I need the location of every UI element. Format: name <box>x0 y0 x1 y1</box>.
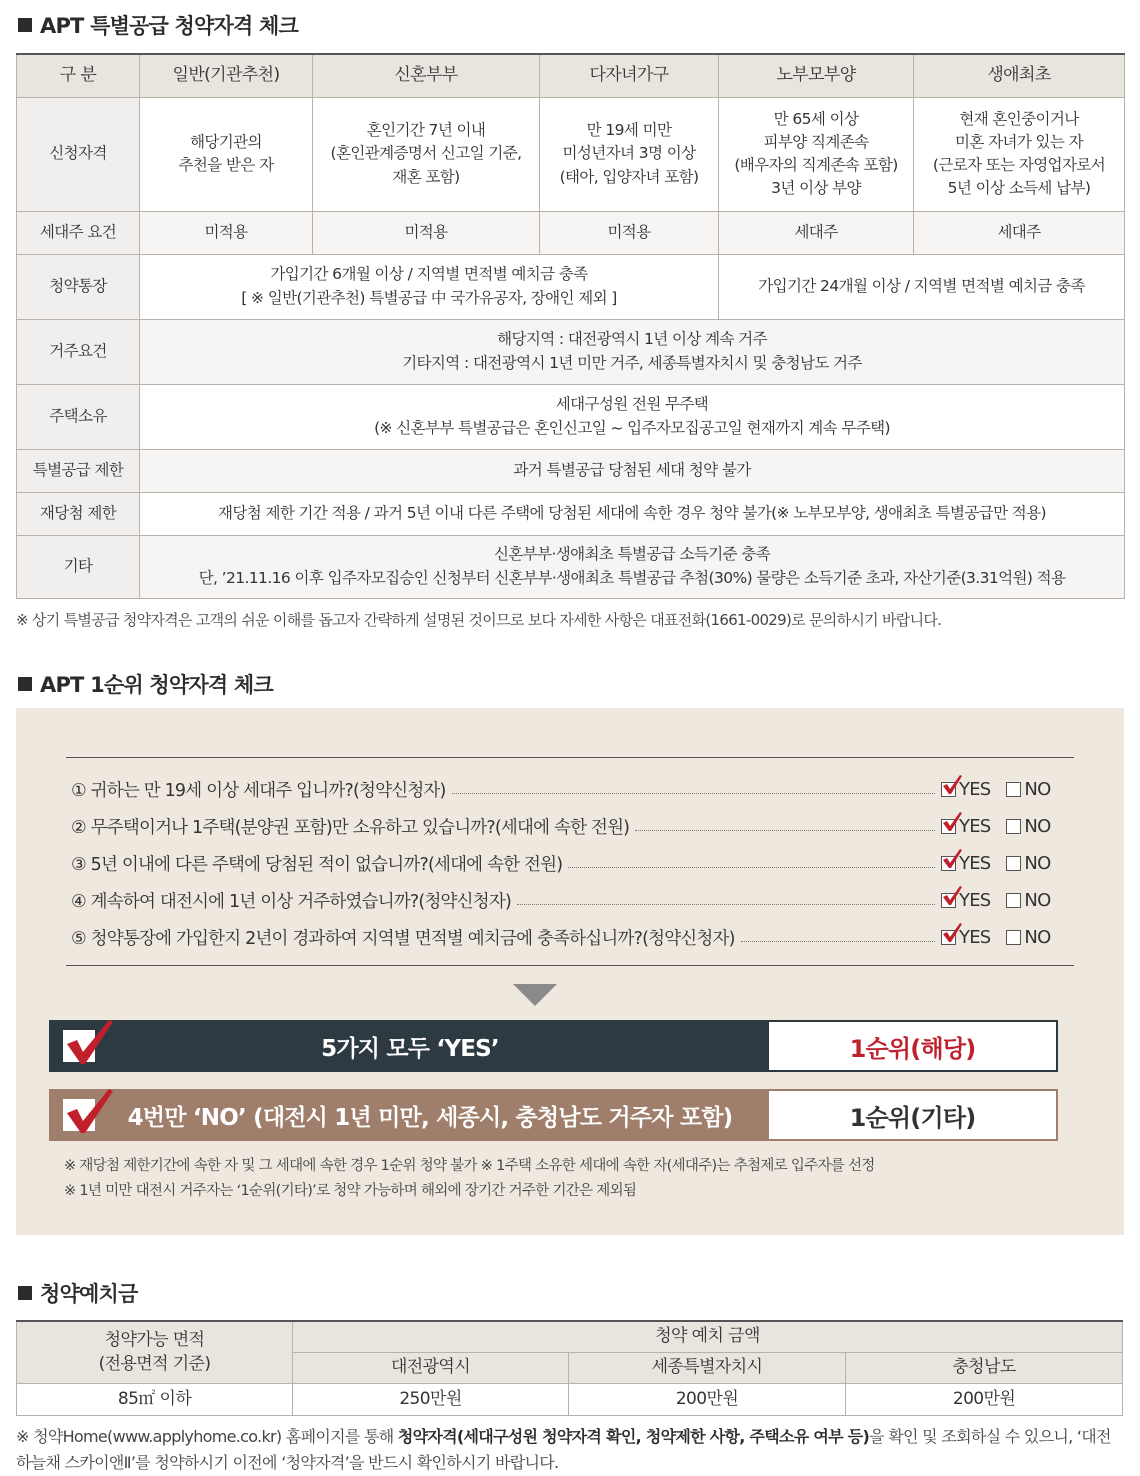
table-cell: 세대주 <box>914 211 1125 254</box>
question-text: ③ 5년 이내에 다른 주택에 당첨된 적이 없습니까?(세대에 속한 전원) <box>71 854 563 875</box>
divider <box>66 965 1074 966</box>
table-cell: 재당첨 제한 기간 적용 / 과거 5년 이내 다른 주택에 당첨된 세대에 속한 경우 청약 불가(※ 노부모부양, 생애최초 특별공급만 적용) <box>140 492 1125 535</box>
table-cell: 250만원 <box>293 1383 569 1415</box>
table-cell: 만 65세 이상 피부양 직계존속 (배우자의 직계존속 포함) 3년 이상 부양 <box>719 97 914 211</box>
arrow-down-icon <box>513 984 557 1006</box>
square-bullet-icon <box>18 18 32 32</box>
empty-checkbox-icon <box>1006 930 1021 945</box>
dotted-leader <box>517 904 935 905</box>
row-header: 청약통장 <box>17 254 140 319</box>
question-text: ② 무주택이거나 1주택(분양권 포함)만 소유하고 있습니까?(세대에 속한 전원) <box>71 817 630 838</box>
yes-option[interactable]: YES <box>941 853 990 874</box>
table-header: 다자녀가구 <box>540 54 719 97</box>
question-row <box>71 885 1071 915</box>
result-q4-no <box>49 1089 1058 1141</box>
section1-note: ※ 상기 특별공급 청약자격은 고객의 쉬운 이해를 돕고자 간략하게 설명된 것이므로 보다 자세한 사항은 대표전화(1661-0029)로 문의하시기 바랍니다. <box>16 611 942 629</box>
row-header: 주택소유 <box>17 384 140 449</box>
no-option[interactable]: NO <box>1006 927 1050 948</box>
table-header: 충청남도 <box>846 1352 1123 1383</box>
checked-checkbox-icon <box>941 819 956 834</box>
table-header: 신혼부부 <box>313 54 540 97</box>
checkmark-icon <box>61 1018 109 1064</box>
table-cell: 해당지역 : 대전광역시 1년 이상 계속 거주 기타지역 : 대전광역시 1년 미만 거주, 세종특별자치시 및 충청남도 거주 <box>140 319 1125 384</box>
row-header: 재당첨 제한 <box>17 492 140 535</box>
question-row <box>71 811 1071 841</box>
result-condition: 4번만 ‘NO’ (대전시 1년 미만, 세종시, 충청남도 거주자 포함) <box>127 1104 733 1131</box>
table-cell: 세대주 <box>719 211 914 254</box>
table-cell: 미적용 <box>140 211 313 254</box>
square-bullet-icon <box>18 1286 32 1300</box>
result-label: 1순위(해당) <box>849 1034 976 1063</box>
table-cell: 미적용 <box>313 211 540 254</box>
section2-title: APT 1순위 청약자격 체크 <box>18 669 273 699</box>
section3-title: 청약예치금 <box>18 1278 137 1308</box>
no-option[interactable]: NO <box>1006 853 1050 874</box>
checkmark-icon <box>61 1087 109 1133</box>
section3-note: ※ 청약Home(www.applyhome.co.kr) 홈페이지를 통해 청약자격(세대구성원 청약자격 확인, 청약제한 사항, 주택소유 여부 등)을 확인 및 조회하실 수 있으니, ‘대전 하늘채 스카이앤Ⅱ’를 청약하시기 이전에 ‘청약자격’을 반드시 확인하시기 바랍니다. <box>16 1427 1111 1472</box>
yes-option[interactable]: YES <box>941 927 990 948</box>
box-note: ※ 재당첨 제한기간에 속한 자 및 그 세대에 속한 경우 1순위 청약 불가 ※ 1주택 소유한 세대에 속한 자(세대주)는 추첨제로 입주자를 선정 <box>64 1158 875 1174</box>
dotted-leader <box>568 867 935 868</box>
table-cell: 현재 혼인중이거나 미혼 자녀가 있는 자 (근로자 또는 자영업자로서 5년 이상 소득세 납부) <box>914 97 1125 211</box>
row-header: 신청자격 <box>17 97 140 211</box>
no-option[interactable]: NO <box>1006 890 1050 911</box>
table-header: 생애최초 <box>914 54 1125 97</box>
table-header: 구 분 <box>17 54 140 97</box>
divider <box>66 757 1074 758</box>
table-header: 청약 예치 금액 <box>293 1321 1123 1352</box>
table-cell: 과거 특별공급 당첨된 세대 청약 불가 <box>140 449 1125 492</box>
table-header: 청약가능 면적 (전용면적 기준) <box>17 1321 293 1383</box>
result-all-yes <box>49 1020 1058 1072</box>
section1-title: APT 특별공급 청약자격 체크 <box>18 10 298 40</box>
no-option[interactable]: NO <box>1006 779 1050 800</box>
table-cell: 해당기관의 추천을 받은 자 <box>140 97 313 211</box>
row-header: 거주요건 <box>17 319 140 384</box>
table-cell: 가입기간 24개월 이상 / 지역별 면적별 예치금 충족 <box>719 254 1125 319</box>
dotted-leader <box>452 793 935 794</box>
table-header: 일반(기관추천) <box>140 54 313 97</box>
question-row <box>71 774 1071 804</box>
row-header: 특별공급 제한 <box>17 449 140 492</box>
row-header: 세대주 요건 <box>17 211 140 254</box>
dotted-leader <box>635 830 935 831</box>
table-header: 대전광역시 <box>293 1352 569 1383</box>
checked-checkbox-icon <box>941 930 956 945</box>
box-note: ※ 1년 미만 대전시 거주자는 ‘1순위(기타)’로 청약 가능하며 해외에 장기간 거주한 기간은 제외됨 <box>64 1183 637 1199</box>
table-header: 노부모부양 <box>719 54 914 97</box>
yes-option[interactable]: YES <box>941 816 990 837</box>
empty-checkbox-icon <box>1006 856 1021 871</box>
table-cell: 세대구성원 전원 무주택 (※ 신혼부부 특별공급은 혼인신고일 ~ 입주자모집공고일 현재까지 계속 무주택) <box>140 384 1125 449</box>
question-row <box>71 848 1071 878</box>
empty-checkbox-icon <box>1006 893 1021 908</box>
question-text: ① 귀하는 만 19세 이상 세대주 입니까?(청약신청자) <box>71 780 446 801</box>
dotted-leader <box>741 941 935 942</box>
table-header: 세종특별자치시 <box>569 1352 846 1383</box>
table-cell: 200만원 <box>569 1383 846 1415</box>
checked-checkbox-icon <box>941 782 956 797</box>
yes-option[interactable]: YES <box>941 779 990 800</box>
table-cell: 가입기간 6개월 이상 / 지역별 면적별 예치금 충족 [ ※ 일반(기관추천) 특별공급 中 국가유공자, 장애인 제외 ] <box>140 254 719 319</box>
deposit-table <box>16 1320 1123 1416</box>
table-cell: 신혼부부·생애최초 특별공급 소득기준 충족 단, ’21.11.16 이후 입주자모집승인 신청부터 신혼부부·생애최초 특별공급 추첨(30%) 물량은 소득기준 초과, 자산기준(3.31억원) 적용 <box>140 535 1125 598</box>
question-text: ⑤ 청약통장에 가입한지 2년이 경과하여 지역별 면적별 예치금에 충족하십니까?(청약신청자) <box>71 928 735 949</box>
result-label: 1순위(기타) <box>849 1103 976 1132</box>
question-row <box>71 922 1071 952</box>
table-cell: 미적용 <box>540 211 719 254</box>
table-cell: 200만원 <box>846 1383 1123 1415</box>
empty-checkbox-icon <box>1006 782 1021 797</box>
row-header: 기타 <box>17 535 140 598</box>
table-cell: 만 19세 미만 미성년자녀 3명 이상 (태아, 입양자녀 포함) <box>540 97 719 211</box>
question-text: ④ 계속하여 대전시에 1년 이상 거주하였습니까?(청약신청자) <box>71 891 511 912</box>
no-option[interactable]: NO <box>1006 816 1050 837</box>
empty-checkbox-icon <box>1006 819 1021 834</box>
square-bullet-icon <box>18 677 32 691</box>
table-cell: 혼인기간 7년 이내 (혼인관계증명서 신고일 기준, 재혼 포함) <box>313 97 540 211</box>
checked-checkbox-icon <box>941 893 956 908</box>
result-condition: 5가지 모두 ‘YES’ <box>321 1035 499 1062</box>
checked-checkbox-icon <box>941 856 956 871</box>
special-supply-table <box>16 53 1125 599</box>
yes-option[interactable]: YES <box>941 890 990 911</box>
table-cell: 85㎡ 이하 <box>17 1383 293 1415</box>
